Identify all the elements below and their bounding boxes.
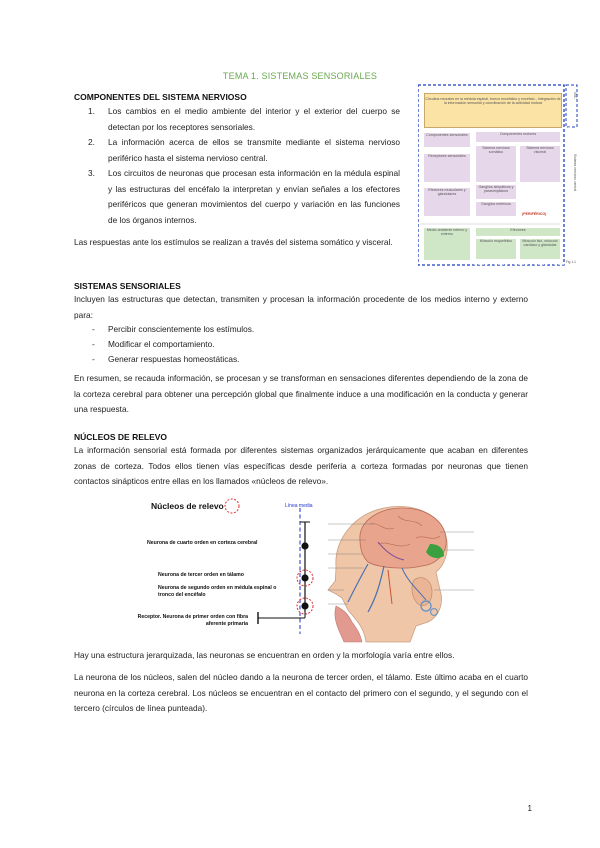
diagram-bottom-title: Efectores bbox=[476, 228, 560, 236]
diagram-center-small-2: Ganglios entéricos bbox=[476, 202, 516, 216]
list-item-text: La información acerca de ellos se transmite mediante el sistema nervioso periférico hasta el sistema nervioso central. bbox=[108, 137, 400, 163]
diagram-fig-code: Fig 1-1 bbox=[566, 260, 576, 264]
midline-label: Línea media bbox=[285, 503, 313, 509]
relay-nuclei-figure bbox=[122, 494, 482, 644]
diagram-bottom-c1: Músculo esquelético bbox=[476, 239, 516, 259]
paragraph-nucleos: La información sensorial está formada por diferentes sistemas organizados jerárquicamente que acaban en diferentes zonas de corteza. Todos ellos tienen vías específicas desde periferia a corteza formadas por neuronas que tienen contactos sinápticos entre ellas en los llamados «núcleos de relevo». bbox=[74, 445, 528, 486]
list-item bbox=[88, 166, 400, 228]
diagram-center-mid-1: Sistema nervioso somático bbox=[476, 146, 516, 182]
section-heading-sistemas: SISTEMAS SENSORIALES bbox=[74, 281, 181, 291]
section-heading-nucleos: NÚCLEOS DE RELEVO bbox=[74, 432, 168, 442]
page-number: 1 bbox=[527, 804, 532, 813]
diagram-center-title: Componentes motores bbox=[476, 132, 560, 142]
paragraph-estructura: Hay una estructura jerarquizada, las neuronas se encuentran en orden y la morfología varía entre ellos. bbox=[74, 650, 455, 660]
diagram-center-small-1: Ganglios simpáticos y parasimpáticos bbox=[476, 185, 516, 199]
diagram-sub-label: (PERIFÉRICO) bbox=[522, 212, 547, 216]
diagram-right-side: Sistema nervioso central bbox=[573, 154, 577, 192]
list-item bbox=[88, 135, 400, 166]
label-first-order: Receptor. Neurona de primer orden con fibra aferente primaria bbox=[137, 614, 248, 627]
diagram-corner-tag: SNC bbox=[573, 92, 577, 99]
section-heading-componentes: COMPONENTES DEL SISTEMA NERVIOSO bbox=[74, 92, 247, 102]
list-item bbox=[88, 104, 400, 135]
list-item-number: 3. bbox=[88, 168, 95, 178]
paragraph-intro: Incluyen las estructuras que detectan, transmiten y procesan la información procedente de los medios interno y externo para: bbox=[74, 294, 528, 320]
bullet-item: - Generar respuestas homeostáticas. bbox=[92, 354, 240, 364]
list-item-number: 1. bbox=[88, 106, 95, 116]
bullet-item: - Modificar el comportamiento. bbox=[92, 339, 215, 349]
bullet-item: - Percibir conscientemente los estímulos. bbox=[92, 324, 255, 334]
diagram-left-box-1: Componentes sensoriales bbox=[424, 133, 470, 147]
paragraph-resumen: En resumen, se recauda información, se procesan y se transforman en sensaciones diferentes dependiendo de la zona de la corteza cerebral para obtener una percepción global que finalmente induce a una modificación en la conducta y generar una respuesta. bbox=[74, 373, 528, 414]
diagram-top-box: Circuitos neurales en la médula espinal, tronco encefálico y encéfalo - Integración de la información sensorial y coordinación de la actividad motora bbox=[424, 93, 562, 128]
paragraph-neurona: La neurona de los núcleos, salen del núcleo dando a la neurona de tercer orden, el tálamo. Este último acaba en el cuarto neurona en la corteza cerebral. Los núcleos se encuentran en el contacto del primero con el segundo, y el segundo con el tercero (círculos de línea punteada). bbox=[74, 672, 528, 713]
diagram-bottom-left: Medio ambiente interno y externo bbox=[424, 228, 470, 260]
page-title: TEMA 1. SISTEMAS SENSORIALES bbox=[222, 71, 378, 81]
paragraph-respuestas: Las respuestas ante los estímulos se realizan a través del sistema somático y visceral. bbox=[74, 237, 393, 247]
diagram-center-mid-2: Sistema nervioso visceral bbox=[520, 146, 560, 182]
diagram-bottom-c2: Músculo liso, músculo cardíaco y glándulas bbox=[520, 239, 560, 259]
nervous-system-diagram bbox=[418, 84, 578, 270]
label-third-order: Neurona de tercer orden en tálamo bbox=[158, 572, 244, 578]
diagram-left-box-3: Efectores musculares y glandulares bbox=[424, 188, 470, 216]
list-item-number: 2. bbox=[88, 137, 95, 147]
list-item-text: Los circuitos de neuronas que procesan esta información en la médula espinal y las estructuras del encéfalo la interpretan y envían señales a los efectores periféricos que generan movimientos del cuerpo y variación en las funciones de los órganos internos. bbox=[108, 168, 400, 225]
list-item-text: Los cambios en el medio ambiente del interior y el exterior del cuerpo se detectan por los receptores sensoriales. bbox=[108, 106, 400, 132]
diagram-left-box-2: Receptores sensoriales bbox=[424, 154, 470, 182]
legend-title: Núcleos de relevo bbox=[151, 501, 224, 511]
label-second-order: Neurona de segundo orden en médula espinal o tronco del encéfalo bbox=[158, 585, 277, 598]
label-fourth-order: Neurona de cuarto orden en corteza cerebral bbox=[147, 540, 258, 546]
